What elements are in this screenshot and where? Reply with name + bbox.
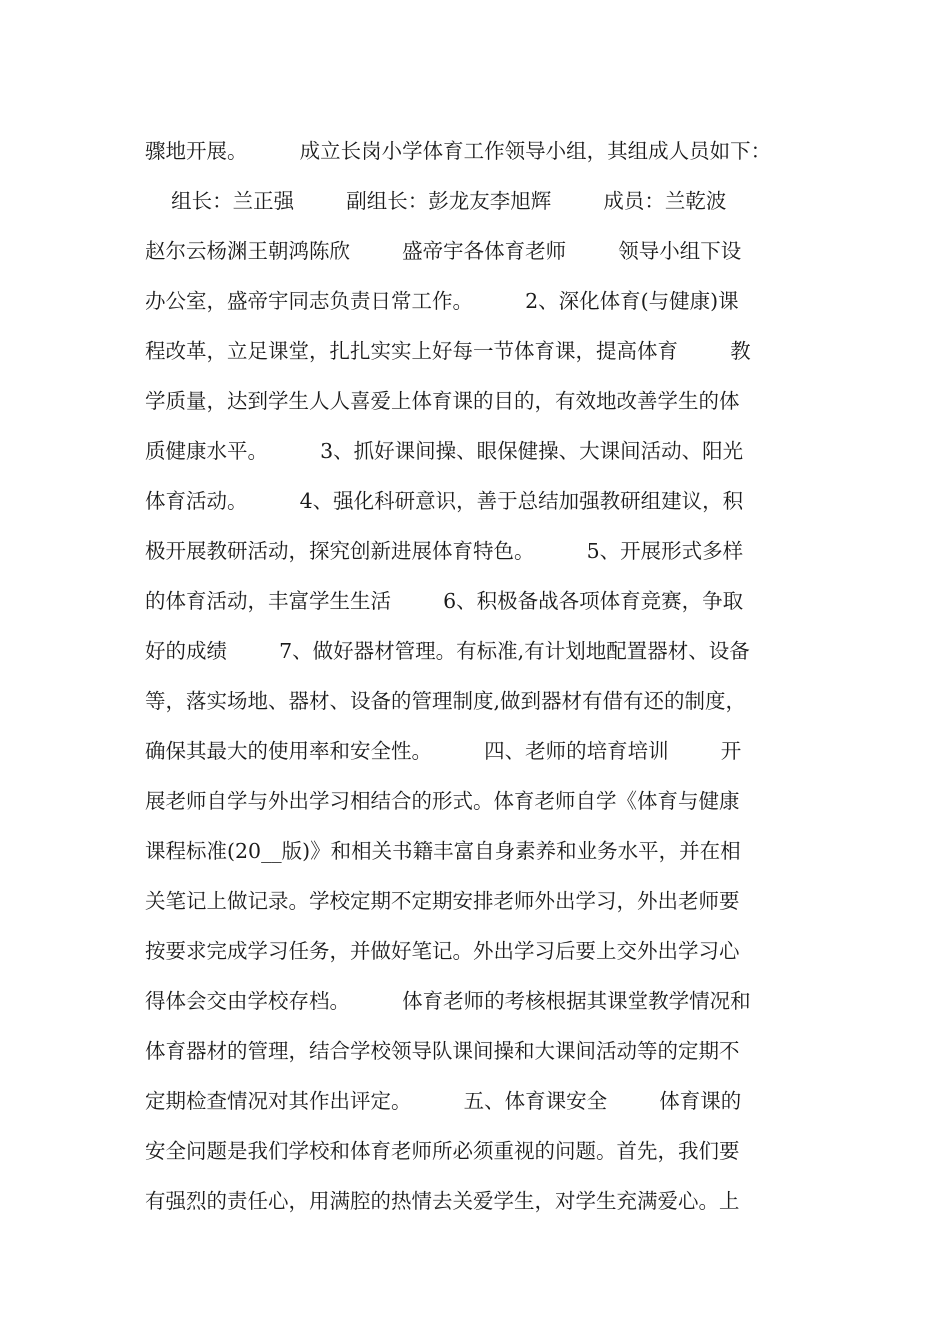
- text-line: 办公室，盛帝宇同志负责日常工作。 2、深化体育(与健康)课: [145, 289, 739, 313]
- text-line: 组长：兰正强 副组长：彭龙友李旭辉 成员：兰乾波: [145, 189, 727, 213]
- text-line: 展老师自学与外出学习相结合的形式。体育老师自学《体育与健康: [145, 789, 740, 813]
- text-line: 质健康水平。 3、抓好课间操、眼保健操、大课间活动、阳光: [145, 439, 744, 463]
- text-line: 按要求完成学习任务，并做好笔记。外出学习后要上交外出学习心: [145, 939, 740, 963]
- text-line: 赵尔云杨渊王朝鸿陈欣 盛帝宇各体育老师 领导小组下设: [145, 239, 742, 263]
- text-line: 定期检查情况对其作出评定。 五、体育课安全 体育课的: [145, 1089, 742, 1113]
- text-line: 确保其最大的使用率和安全性。 四、老师的培育培训 开: [145, 739, 742, 763]
- text-line: 学质量，达到学生人人喜爱上体育课的目的，有效地改善学生的体: [145, 389, 740, 413]
- text-line: 关笔记上做记录。学校定期不定期安排老师外出学习，外出老师要: [145, 889, 740, 913]
- text-line: 骤地开展。 成立长岗小学体育工作领导小组，其组成人员如下：: [145, 139, 772, 163]
- text-line: 得体会交由学校存档。 体育老师的考核根据其课堂教学情况和: [145, 989, 751, 1013]
- text-line: 等，落实场地、器材、设备的管理制度,做到器材有借有还的制度，: [145, 689, 747, 713]
- text-line: 好的成绩 7、做好器材管理。有标准,有计划地配置器材、设备: [145, 639, 750, 663]
- text-line: 安全问题是我们学校和体育老师所必须重视的问题。首先，我们要: [145, 1139, 740, 1163]
- text-line: 程改革，立足课堂，扎扎实实上好每一节体育课，提高体育 教: [145, 339, 751, 363]
- text-line: 极开展教研活动，探究创新进展体育特色。 5、开展形式多样: [145, 539, 744, 563]
- text-line: 的体育活动，丰富学生生活 6、积极备战各项体育竞赛，争取: [145, 589, 744, 613]
- text-line: 体育器材的管理，结合学校领导队课间操和大课间活动等的定期不: [145, 1039, 740, 1063]
- text-line: 有强烈的责任心，用满腔的热情去关爱学生，对学生充满爱心。上: [145, 1189, 740, 1213]
- text-line: 课程标准(20__版)》和相关书籍丰富自身素养和业务水平，并在相: [145, 839, 741, 863]
- text-line: 体育活动。 4、强化科研意识，善于总结加强教研组建议，积: [145, 489, 744, 513]
